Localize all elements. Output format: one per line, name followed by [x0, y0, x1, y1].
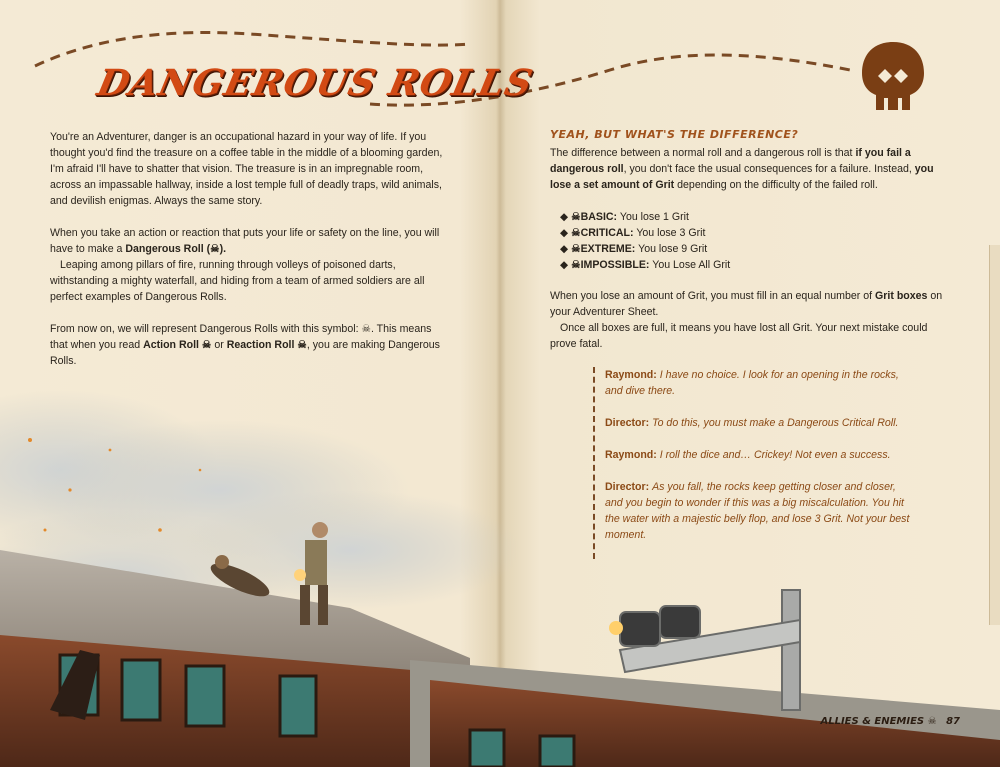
- difficulty-label: ☠IMPOSSIBLE:: [571, 259, 650, 271]
- difficulty-label: ☠CRITICAL:: [571, 227, 634, 239]
- speaker-name: Director:: [605, 417, 653, 429]
- difficulty-effect: You Lose All Grit: [649, 259, 731, 271]
- bold-text: if you fail a dangerous roll: [550, 147, 911, 175]
- page-footer: [820, 716, 960, 727]
- bold-text: Reaction Roll ☠: [226, 339, 307, 351]
- diamond-bullet-icon: ◆: [560, 227, 572, 239]
- left-paragraph: [50, 225, 450, 257]
- speaker-line: As you fall, the rocks keep getting closer and closer, and you begin to wonder if this was a big miscalculation. You hit the water with a majestic belly flop, and lose 3 Grit. Not your best moment.: [605, 481, 910, 541]
- list-item: [560, 257, 730, 273]
- difficulty-list: [560, 209, 730, 273]
- page-number: 87: [946, 716, 960, 727]
- speaker-name: Director:: [605, 481, 653, 493]
- bold-text: Action Roll ☠: [143, 339, 212, 351]
- text-run: , you are making Dangerous Rolls.: [50, 339, 440, 367]
- speaker-line: I roll the dice and… Crickey! Not even a success.: [659, 449, 891, 461]
- text-run: or: [211, 339, 227, 351]
- text-run: Leaping among pillars of fire, running through volleys of poisoned darts, withstanding a mighty waterfall, and hiding from a team of armed soldiers are all perfect examples of Dangerous Rolls.: [50, 259, 425, 303]
- list-item: [560, 209, 730, 225]
- skull-icon: ☠: [927, 716, 941, 727]
- intro-paragraph: [550, 145, 950, 193]
- bold-text: you lose a set amount of Grit: [550, 163, 934, 191]
- difficulty-label: ☠BASIC:: [571, 211, 618, 223]
- right-body-text: [550, 145, 950, 209]
- page-title: DANGEROUS ROLLS: [93, 62, 537, 104]
- left-paragraph: [50, 321, 450, 369]
- bold-text: Dangerous Roll (☠).: [125, 243, 227, 255]
- list-item: [560, 241, 730, 257]
- left-paragraph: [50, 257, 450, 305]
- section-subtitle: YEAH, BUT WHAT'S THE DIFFERENCE?: [550, 128, 799, 141]
- difficulty-effect: You lose 9 Grit: [635, 243, 708, 255]
- text-run: When you lose an amount of Grit, you must fill in an equal number of: [550, 290, 876, 302]
- left-body-text: [50, 129, 450, 385]
- difficulty-effect: You lose 3 Grit: [633, 227, 706, 239]
- text-run: From now on, we will represent Dangerous Rolls with this symbol: ☠. This means that when you read: [50, 323, 432, 351]
- diamond-bullet-icon: ◆: [560, 211, 572, 223]
- speaker-name: Raymond:: [605, 369, 660, 381]
- train-illustration: [0, 380, 1000, 767]
- text-run: When you take an action or reaction that puts your life or safety on the line, you will have to make a: [50, 227, 440, 255]
- text-run: depending on the difficulty of the failed roll.: [674, 179, 878, 191]
- grit-paragraph-2: Once all boxes are full, it means you have lost all Grit. Your next mistake could prove fatal.: [550, 322, 928, 350]
- speaker-name: Raymond:: [605, 449, 660, 461]
- skull-icon: [860, 40, 926, 112]
- speaker-line: To do this, you must make a Dangerous Critical Roll.: [652, 417, 899, 429]
- difficulty-label: ☠EXTREME:: [571, 243, 636, 255]
- text-run: The difference between a normal roll and a dangerous roll is that: [550, 147, 856, 159]
- text-run: on your Adventurer Sheet.: [550, 290, 943, 318]
- left-paragraph: [50, 129, 450, 209]
- difficulty-effect: You lose 1 Grit: [617, 211, 689, 223]
- diamond-bullet-icon: ◆: [560, 259, 572, 271]
- grit-text: [550, 288, 950, 352]
- bold-text: Grit boxes: [875, 290, 928, 302]
- text-run: You're an Adventurer, danger is an occupational hazard in your way of life. If you thought you'd find the treasure on a coffee table in the middle of a blooming garden, I'm afraid I'll have to shatter that vision. The treasure is in an impregnable room, across an impassable hallway, inside a lost temple full of deadly traps, wild animals, and devilish enigmas. Always the same story.: [50, 131, 443, 207]
- grit-paragraph-1: [550, 288, 950, 320]
- list-item: [560, 225, 730, 241]
- footer-section: ALLIES & ENEMIES: [820, 716, 925, 727]
- diamond-bullet-icon: ◆: [560, 243, 572, 255]
- text-run: , you don't face the usual consequences for a failure. Instead,: [623, 163, 915, 175]
- speaker-line: I have no choice. I look for an opening in the rocks, and dive there.: [605, 369, 899, 397]
